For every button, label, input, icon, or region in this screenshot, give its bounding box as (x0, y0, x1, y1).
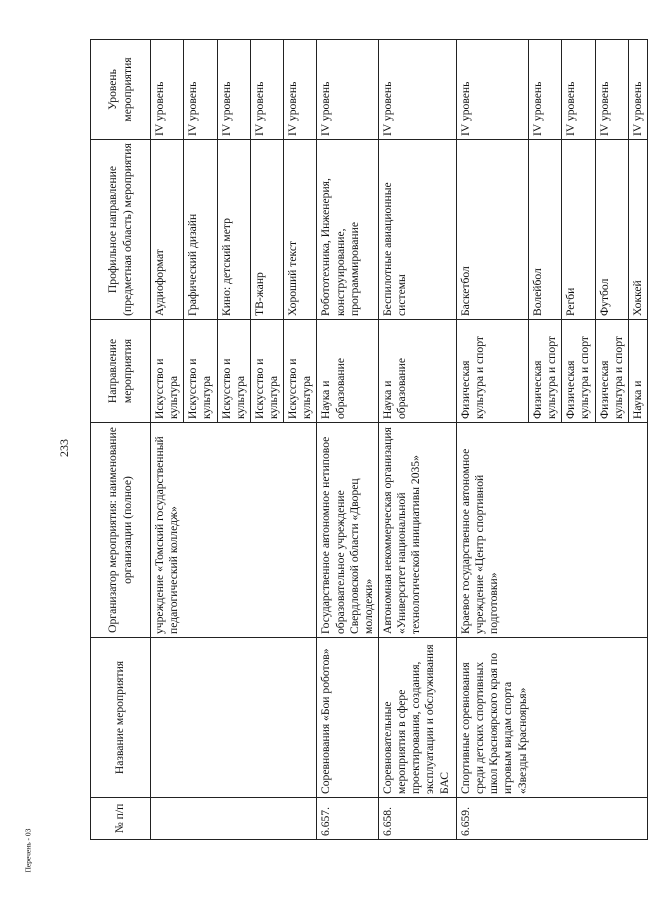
table-body (151, 40, 648, 840)
cell-profile: Футбол (595, 140, 628, 320)
cell-level: IV уровень (595, 40, 628, 140)
cell-direction: Наука и образование (317, 320, 379, 423)
cell-organizer: Автономная некоммерческая организация «Университет национальной технологической инициативы 2035» (378, 423, 456, 638)
cell-name: Соревнования «Бои роботов» (317, 638, 379, 798)
table-row (378, 40, 456, 840)
cell-direction: Искусство и культура (250, 320, 283, 423)
cell-profile: Робототехника, Инженерия, конструирование, программирование (317, 140, 379, 320)
cell-level: IV уровень (378, 40, 456, 140)
cell-profile: Регби (562, 140, 595, 320)
cell-direction: Наука и образование (378, 320, 456, 423)
events-table (90, 39, 648, 840)
cell-profile: Волейбол (528, 140, 561, 320)
rotated-table-sheet (90, 40, 644, 840)
cell-profile: Графический дизайн (184, 140, 217, 320)
cell-direction: Наука и (628, 320, 647, 423)
cell-direction: Физическая культура и спорт (456, 320, 528, 423)
header-num: № п/п (91, 798, 151, 840)
cell-organizer: Государственное автономное нетиповое образовательное учреждение Свердловской области «Дворец молодежи» (317, 423, 379, 638)
cell-direction: Искусство и культура (184, 320, 217, 423)
cell-level: IV уровень (284, 40, 317, 140)
cell-direction: Искусство и культура (151, 320, 184, 423)
cell-direction: Искусство и культура (284, 320, 317, 423)
cell-level: IV уровень (562, 40, 595, 140)
header-name: Название мероприятия (91, 638, 151, 798)
header-level: Уровень мероприятия (91, 40, 151, 140)
cell-num (151, 798, 317, 840)
cell-name: Соревновательные мероприятия в сфере проектирования, создания, эксплуатации и обслуживания БАС (378, 638, 456, 798)
cell-profile: Баскетбол (456, 140, 528, 320)
header-direction: Направление мероприятия (91, 320, 151, 423)
cell-level: IV уровень (250, 40, 283, 140)
cell-level: IV уровень (317, 40, 379, 140)
cell-organizer: учреждение «Томский государственный педагогический колледж» (151, 423, 317, 638)
cell-direction: Искусство и культура (217, 320, 250, 423)
cell-level: IV уровень (528, 40, 561, 140)
cell-profile: ТВ-жанр (250, 140, 283, 320)
cell-name: Спортивные соревнования среди детских спортивных школ Красноярского края по игровым видам спорта «Звезды Красноярья» (456, 638, 647, 798)
cell-profile: Хороший текст (284, 140, 317, 320)
table-row (151, 40, 184, 840)
cell-profile: Хоккей (628, 140, 647, 320)
cell-num: 6.659. (456, 798, 647, 840)
cell-level: IV уровень (217, 40, 250, 140)
cell-name (151, 638, 317, 798)
cell-profile: Аудиоформат (151, 140, 184, 320)
cell-num: 6.657. (317, 798, 379, 840)
cell-level: IV уровень (184, 40, 217, 140)
cell-organizer: Краевое государственное автономное учреждение «Центр спортивной подготовки» (456, 423, 647, 638)
cell-profile: Кино: детский метр (217, 140, 250, 320)
cell-level: IV уровень (456, 40, 528, 140)
table-row (456, 40, 528, 840)
header-organizer: Организатор мероприятия: наименование организации (полное) (91, 423, 151, 638)
cell-level: IV уровень (628, 40, 647, 140)
footer-note: Перечень - 03 (23, 828, 33, 873)
cell-direction: Физическая культура и спорт (595, 320, 628, 423)
header-profile: Профильное направление (предметная область) мероприятия (91, 140, 151, 320)
page-number: 233 (57, 439, 71, 457)
cell-level: IV уровень (151, 40, 184, 140)
cell-profile: Беспилотные авиационные системы (378, 140, 456, 320)
cell-direction: Физическая культура и спорт (562, 320, 595, 423)
table-row (317, 40, 379, 840)
cell-num: 6.658. (378, 798, 456, 840)
cell-direction: Физическая культура и спорт (528, 320, 561, 423)
